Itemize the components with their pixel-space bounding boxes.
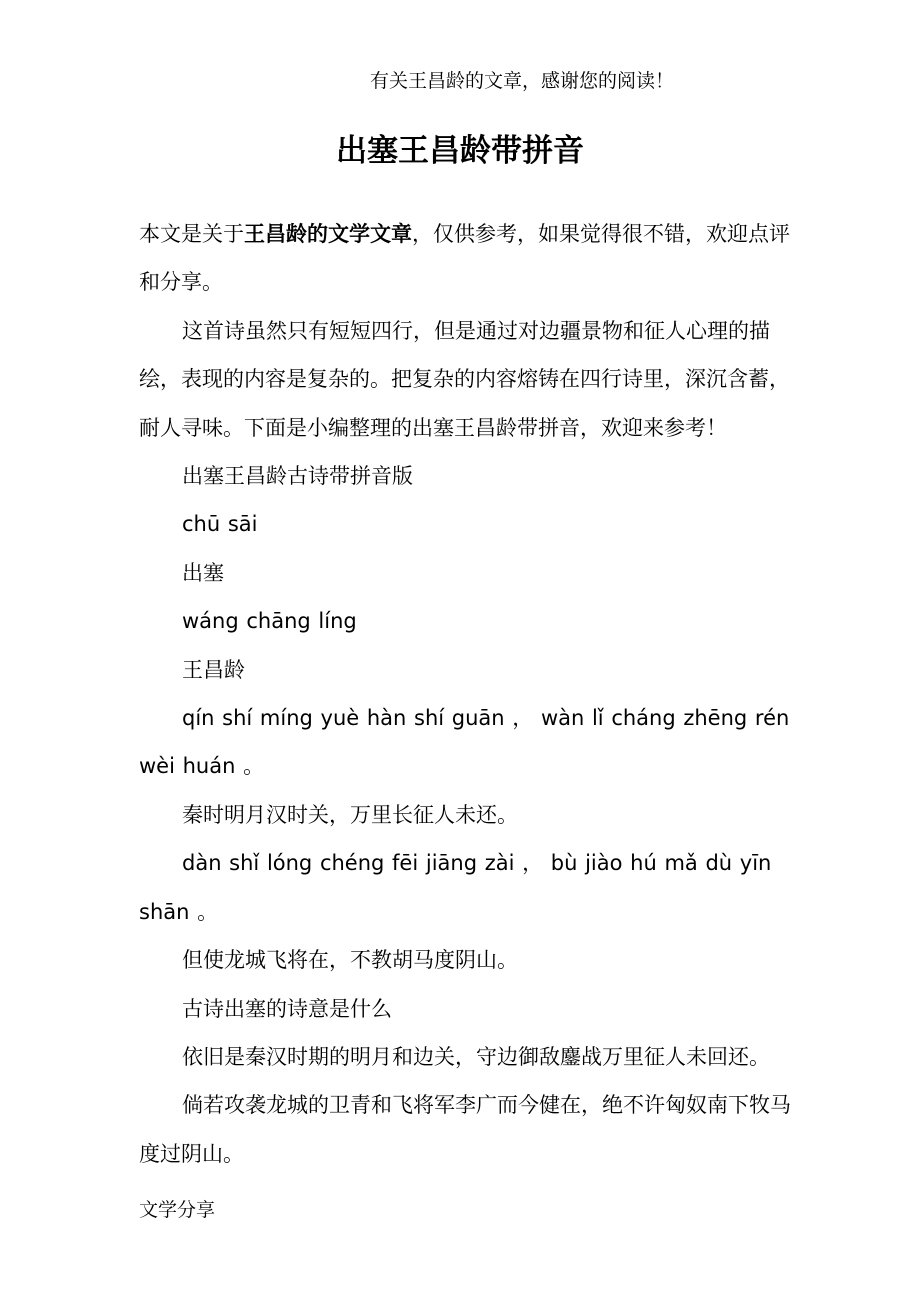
intro-keyword: 王昌龄的文学文章: [244, 222, 412, 246]
page-footer: 文学分享: [139, 1199, 216, 1221]
page-header: 有关王昌龄的文章，感谢您的阅读！: [369, 70, 674, 92]
intro-suffix: ，仅供参考，如果觉得很不错，欢迎点评和分享。: [139, 222, 790, 295]
document-title: 出塞王昌龄带拼音: [336, 133, 584, 169]
poem-line-1: 秦时明月汉时关，万里长征人未还。: [182, 802, 518, 827]
meaning-heading: 古诗出塞的诗意是什么: [182, 996, 392, 1021]
poem-author: 王昌龄: [182, 657, 245, 682]
article-body: [139, 210, 793, 1178]
version-heading: 出塞王昌龄古诗带拼音版: [182, 464, 413, 489]
meaning-paragraph-1: 依旧是秦汉时期的明月和边关，守边御敌鏖战万里征人未回还。: [182, 1044, 770, 1069]
intro-paragraph: [139, 210, 793, 307]
poem-author-pinyin: wáng chāng líng: [182, 609, 357, 634]
poem-line-2-pinyin: dàn shǐ lóng chéng fēi jiāng zài ， bù jiào hú mǎ dù yīn shān 。: [139, 851, 772, 924]
poem-title-pinyin: chū sāi: [182, 512, 258, 537]
poem-line-1-pinyin: qín shí míng yuè hàn shí guān ， wàn lǐ cháng zhēng rén wèi huán 。: [139, 706, 790, 779]
summary-paragraph: 这首诗虽然只有短短四行，但是通过对边疆景物和征人心理的描绘，表现的内容是复杂的。把复杂的内容熔铸在四行诗里，深沉含蓄，耐人寻味。下面是小编整理的出塞王昌龄带拼音，欢迎来参考！: [139, 318, 790, 440]
intro-prefix: 本文是关于: [139, 222, 244, 246]
poem-line-2: 但使龙城飞将在，不教胡马度阴山。: [182, 948, 518, 973]
poem-title: 出塞: [182, 560, 224, 585]
meaning-paragraph-2: 倘若攻袭龙城的卫青和飞将军李广而今健在，绝不许匈奴南下牧马度过阴山。: [139, 1093, 791, 1166]
